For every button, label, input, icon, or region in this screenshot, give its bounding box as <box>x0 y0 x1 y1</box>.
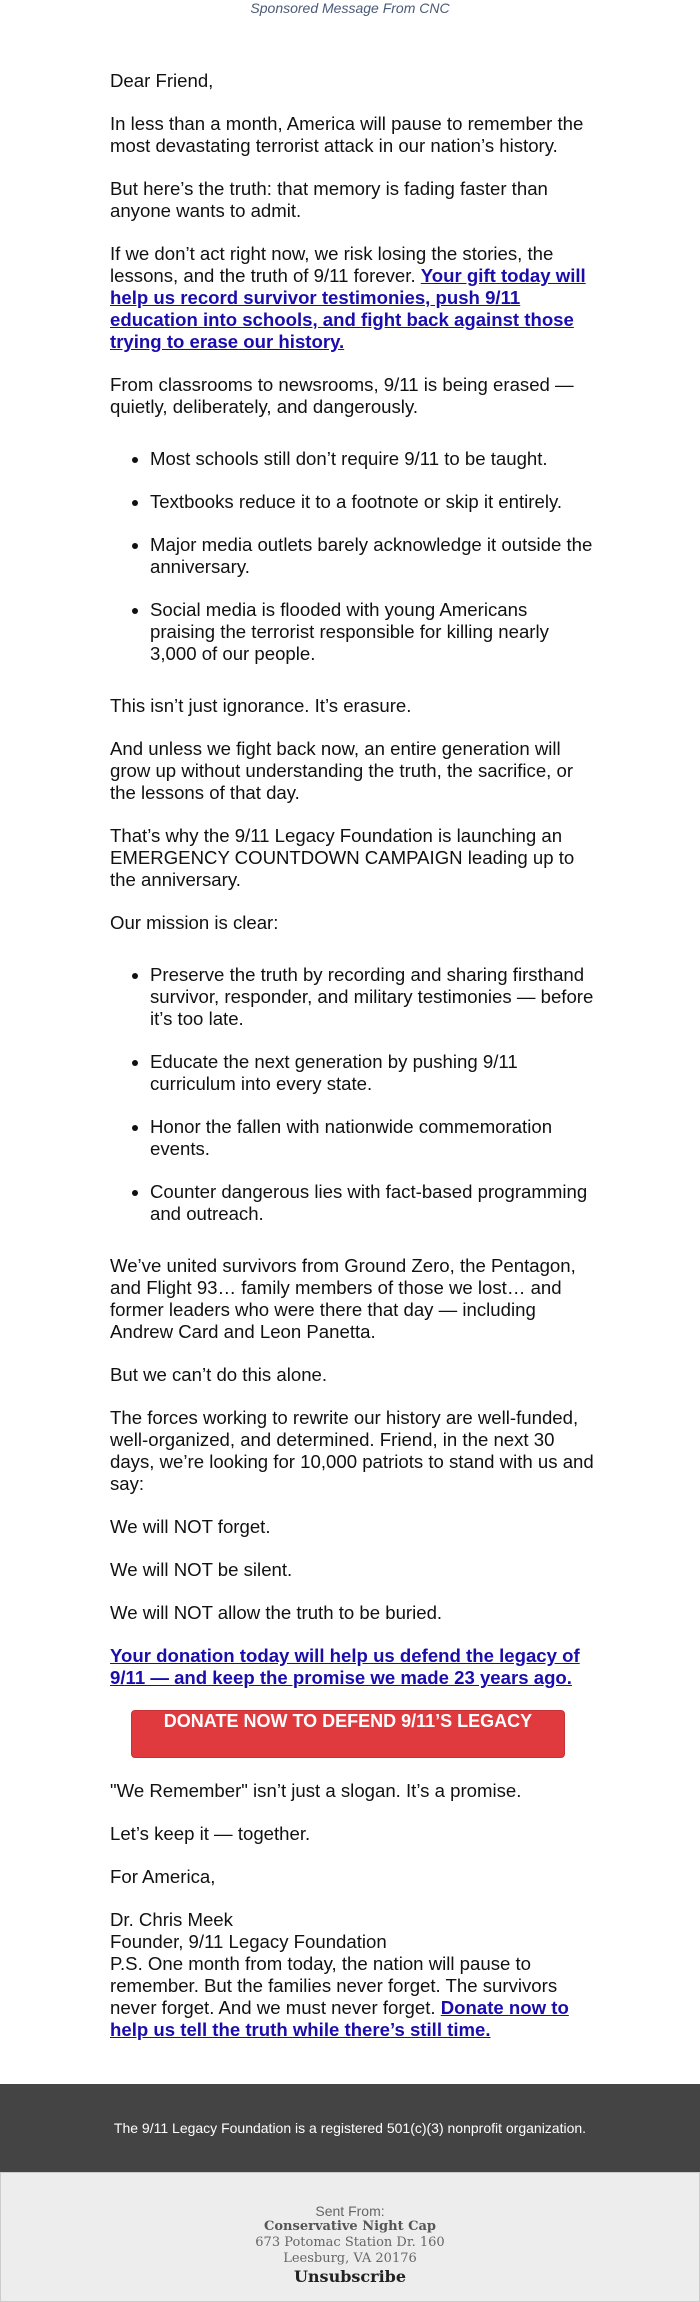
paragraph: We will NOT forget. <box>110 1516 271 1537</box>
list-item: • Textbooks reduce it to a footnote or skip it entirely. <box>150 491 596 513</box>
paragraph-text: If we don’t act right now, we risk losing the stories, the lessons, and the truth of 9/11 forever. <box>110 243 554 286</box>
nonprofit-footer: The 9/11 Legacy Foundation is a registered 501(c)(3) nonprofit organization. <box>0 2084 700 2172</box>
donate-button[interactable]: DONATE NOW TO DEFEND 9/11’S LEGACY <box>131 1710 565 1758</box>
list-item: • Most schools still don’t require 9/11 to be taught. <box>150 448 596 470</box>
list-item: • Counter dangerous lies with fact-based programming and outreach. <box>150 1181 596 1225</box>
signer-name: Dr. Chris Meek <box>110 1909 233 1930</box>
paragraph: In less than a month, America will pause to remember the most devastating terrorist attack in our nation’s history. <box>110 113 584 156</box>
paragraph: This isn’t just ignorance. It’s erasure. <box>110 695 412 716</box>
erasure-list <box>110 448 596 665</box>
paragraph: We’ve united survivors from Ground Zero, the Pentagon, and Flight 93… family members of those we lost… and former leaders who were there that day — including Andrew Card and Leon Panetta. <box>110 1255 576 1342</box>
list-item: • Social media is flooded with young Americans praising the terrorist responsible for killing nearly 3,000 of our people. <box>150 599 596 665</box>
unsubscribe-link[interactable]: Unsubscribe <box>293 2267 407 2286</box>
cta-wrapper <box>110 1710 596 1758</box>
paragraph: But here’s the truth: that memory is fading faster than anyone wants to admit. <box>110 178 548 221</box>
sender-org: Conservative Night Cap <box>264 2219 436 2234</box>
mission-list <box>110 964 596 1225</box>
paragraph: We will NOT allow the truth to be buried. <box>110 1602 443 1623</box>
paragraph: But we can’t do this alone. <box>110 1364 328 1385</box>
postscript-text: P.S. One month from today, the nation will pause to remember. But the families never forget. The survivors never forget. And we must never forget. <box>110 1953 558 2018</box>
paragraph: From classrooms to newsrooms, 9/11 is being erased — quietly, deliberately, and dangerously. <box>110 374 574 417</box>
letter-body <box>110 70 596 2041</box>
paragraph: "We Remember" isn’t just a slogan. It’s a promise. <box>110 1780 522 1801</box>
sponsored-banner: Sponsored Message From CNC <box>250 0 450 16</box>
paragraph: Our mission is clear: <box>110 912 279 933</box>
paragraph: We will NOT be silent. <box>110 1559 293 1580</box>
list-item: • Educate the next generation by pushing 9/11 curriculum into every state. <box>150 1051 596 1095</box>
postscript <box>110 1953 596 2041</box>
list-item: • Honor the fallen with nationwide commemoration events. <box>150 1116 596 1160</box>
paragraph: That’s why the 9/11 Legacy Foundation is launching an EMERGENCY COUNTDOWN CAMPAIGN leading up to the anniversary. <box>110 825 575 890</box>
paragraph <box>110 243 596 353</box>
postscript-donate-link[interactable]: Donate now to help us tell the truth while there’s still time. <box>110 1997 569 2040</box>
sender-block <box>0 2172 700 2302</box>
sent-from-label: Sent From: <box>315 2203 385 2219</box>
paragraph <box>110 1645 596 1689</box>
gift-link[interactable]: Your gift today will help us record survivor testimonies, push 9/11 education into schools, and fight back against those trying to erase our history. <box>110 265 586 352</box>
paragraph: Let’s keep it — together. <box>110 1823 311 1844</box>
paragraph: The forces working to rewrite our history are well-funded, well-organized, and determined. Friend, in the next 30 days, we’re looking for 10,000 patriots to stand with us and say: <box>110 1407 594 1494</box>
sender-address-line1: 673 Potomac Station Dr. 160 <box>255 2235 445 2250</box>
paragraph: And unless we fight back now, an entire generation will grow up without understanding the truth, the sacrifice, or the lessons of that day. <box>110 738 574 803</box>
greeting: Dear Friend, <box>110 70 214 91</box>
list-item: • Preserve the truth by recording and sharing firsthand survivor, responder, and military testimonies — before it’s too late. <box>150 964 596 1030</box>
donation-link[interactable]: Your donation today will help us defend the legacy of 9/11 — and keep the promise we made 23 years ago. <box>110 1645 580 1688</box>
list-item: • Major media outlets barely acknowledge it outside the anniversary. <box>150 534 596 578</box>
signer-title: Founder, 9/11 Legacy Foundation <box>110 1931 387 1952</box>
sign-off: For America, <box>110 1866 216 1887</box>
signature-block <box>110 1909 596 2041</box>
sender-address-line2: Leesburg, VA 20176 <box>283 2251 417 2266</box>
